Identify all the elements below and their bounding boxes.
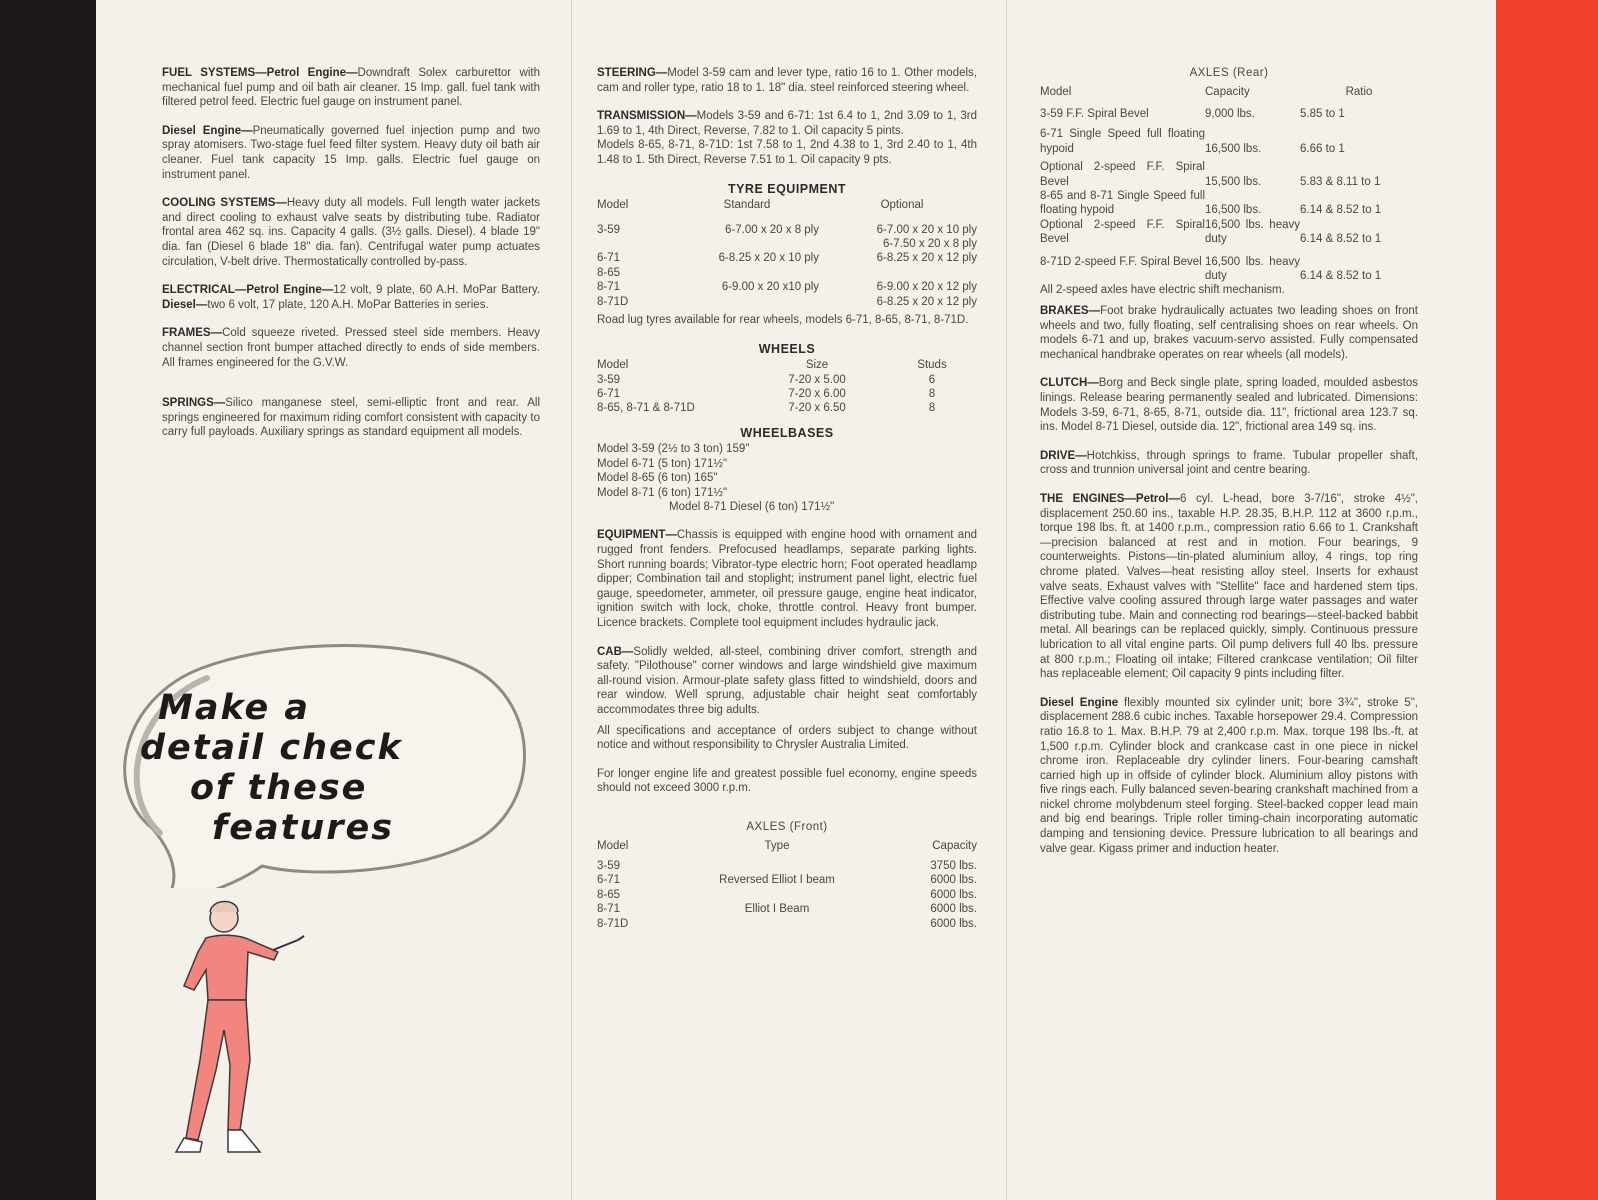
fold-line-right (1006, 0, 1007, 1200)
wheelbase-line: Model 8-71 (6 ton) 171½" (597, 486, 728, 499)
bubble-line-1: Make a (158, 688, 311, 728)
table-row: 3-59 3750 lbs. (597, 859, 977, 872)
table-row: 6-71 6-8.25 x 20 x 10 ply 6-8.25 x 20 x 12 ply (597, 252, 977, 265)
table-row: 6-71 Reversed Elliot I beam 6000 lbs. (597, 874, 977, 887)
diesel-engine-para: Diesel Engine flexibly mounted six cylinder unit; bore 3¾", stroke 5", displacement 288.6 cubic inches. Taxable horsepower 29.4. Compression ratio 16.8 to 1. Max. B.H.P. 79 at 2,400 r.p.m. Max. torque 198 lbs.-ft. at 1,500 r.p.m. Cylinder block and crankcase cast in one piece in nickel chrome iron. Replaceable dry cylinder liners. Four-bearing camshaft carried high up in offside of cylinder block. Aluminium alloy pistons with five rings each. Fully balanced seven-bearing crankshaft machined from a nickel chrome molybdenum steel forging. Steel-backed copper lead main and big end bearings. Triple roller timing-chain incorporating automatic damping and tensioning device. Pressure lubrication to all bearings and valve gear. Kigass primer and induction heater. (1040, 696, 1418, 855)
axles-rear-table (1040, 85, 1418, 284)
table-row: Optional 2-speed F.F. Spiral Bevel 16,500 lbs. heavy duty 6.14 & 8.52 to 1 (1040, 218, 1382, 246)
wheels-title: WHEELS (758, 341, 816, 356)
wheelbase-line: Model 8-65 (6 ton) 165" (597, 472, 718, 485)
wheelbase-line: Model 3-59 (2½ to 3 ton) 159" (597, 443, 750, 456)
springs-para: SPRINGS—Silico manganese steel, semi-elliptic front and rear. All springs engineered for maximum riding comfort consistent with capacity to carry full payloads. Auxiliary springs as standard equipment all models. (162, 397, 540, 439)
equipment-para: EQUIPMENT—Chassis is equipped with engine hood with ornament and rugged front fenders. Prefocused headlamps, separate parking lights. Short running boards; Vibrator-type electric horn; Foot operated headlamp dipper; Combination tail and stoplight; instrument panel light, electric fuel gauge, speedometer, ammeter, oil pressure gauge, engine heat indicator, ignition switch with lock, choke, throttle control. Heavy front bumper. Licence brackets. Complete tool equipment includes hydraulic jack. (597, 529, 977, 629)
table-row: 8-65 (597, 266, 621, 279)
diesel-fuel-para: Diesel Engine—Pneumatically governed fuel injection pump and two spray atomisers. Two-stage fuel feed filter system. Heavy duty oil bath air cleaner. Fuel tank capacity 15 Imp. galls. Electric fuel gauge on instrument panel. (162, 124, 540, 181)
table-row: 3-59 F.F. Spiral Bevel 9,000 lbs. 5.85 to 1 (1040, 108, 1345, 120)
table-row: 6-7.50 x 20 x 8 ply (883, 237, 977, 250)
bubble-line-2: detail check (140, 728, 403, 768)
axles-rear-note: All 2-speed axles have electric shift mechanism. (1040, 284, 1285, 297)
cab-para: CAB—Solidly welded, all-steel, combining driver comfort, strength and safety. "Pilothouse" corner windows and large windshield give maximum all-round vision. Armour-plate safety glass fitted to windshield, doors and rear window. Well sprung, adjustable chair height seat comfortably accommodates three big adults. (597, 645, 977, 716)
wheelbases-title: WHEELBASES (740, 425, 834, 440)
table-row: 8-65 6000 lbs. (597, 888, 977, 901)
wheels-table (597, 358, 977, 416)
table-row: 8-71 Elliot I Beam 6000 lbs. (597, 903, 977, 916)
transmission-para-2: Models 8-65, 8-71, 8-71D: 1st 7.58 to 1, 2nd 4.38 to 1, 3rd 2.40 to 1, 4th 1.48 to 1. 5th Direct, Reverse 7.51 to 1. Oil capacity 9 pts. (597, 139, 977, 166)
axles-front-title: AXLES (Front) (746, 820, 828, 833)
wheelbase-line: Model 8-71 Diesel (6 ton) 171½" (669, 501, 835, 514)
drive-para: DRIVE—Hotchkiss, through springs to frame. Tubular propeller shaft, cross and trunnion universal joint and centre bearing. (1040, 449, 1418, 477)
table-row: Optional 2-speed F.F. Spiral Bevel 15,500 lbs. 5.83 & 8.11 to 1 (1040, 161, 1381, 188)
fuel-systems-para: FUEL SYSTEMS—Petrol Engine—Downdraft Solex carburettor with mechanical fuel pump and oil bath air cleaner. 15 Imp. gall. fuel tank with filtered petrol feed. Electric fuel gauge on instrument panel. (162, 67, 541, 109)
table-row: 3-59 6-7.00 x 20 x 8 ply 6-7.00 x 20 x 10 ply (597, 223, 977, 236)
engines-para: THE ENGINES—Petrol—6 cyl. L-head, bore 3-7/16", stroke 4½", displacement 250.60 ins., taxable H.P. 28.35, B.H.P. 112 at 3600 r.p.m., torque 198 lbs. ft. at 1400 r.p.m., compression ratio 6.66 to 1. Crankshaft—precision balanced at rest and in motion. Four bearings, 9 counterweights. Pistons—tin-plated aluminium alloy, 4 rings, top ring chrome plated. Valves—heat resisting alloy steel. Inserts for exhaust valve seats. Exhaust valves with "Stellite" face and hardened stem tips. Effective valve cooling assured through large water passages and water distributing tube. Main and connecting rod bearings—steel-backed babbit metal. All bearings can be replaced quickly, simply. Continuous pressure lubrication to all vital engine parts. Oil pump delivers full 40 lbs. pressure at 800 r.p.m.; Floating oil intake; Filtered crankcase ventilation; Oil filter has replaceable element; Oil capacity 9 pints including filter. (1040, 493, 1418, 681)
tyre-equipment-title: TYRE EQUIPMENT (727, 181, 847, 196)
electrical-para: ELECTRICAL—Petrol Engine—12 volt, 9 plate, 60 A.H. MoPar Battery. Diesel—two 6 volt, 17 plate, 120 A.H. MoPar Batteries in series. (162, 284, 540, 311)
axles-rear-title: AXLES (Rear) (1189, 67, 1269, 79)
bubble-headline (140, 688, 440, 848)
engine-speed-note: For longer engine life and greatest possible fuel economy, engine speeds should not exceed 3000 r.p.m. (597, 767, 977, 795)
table-row: 8-71 6-9.00 x 20 x10 ply 6-9.00 x 20 x 12 ply (597, 281, 977, 294)
table-row: 3-59 7-20 x 5.00 6 (597, 373, 936, 386)
tyre-note: Road lug tyres available for rear wheels, models 6-71, 8-65, 8-71, 8-71D. (597, 314, 969, 326)
clutch-para: CLUTCH—Borg and Beck single plate, spring loaded, moulded asbestos linings. Release bearing permanently sealed and lubricated. Dimensions: Models 3-59, 6-71, 8-65, 8-71, outside dia. 11", frictional area 123.7 sq. ins. Model 8-71 Diesel, outside dia. 12", frictional area 149 sq. ins. (1040, 377, 1418, 434)
bubble-line-3: of these (190, 768, 368, 808)
steering-para: STEERING—Model 3-59 cam and lever type, ratio 16 to 1. Other models, cam and roller type, ratio 18 to 1. 18" dia. steel reinforced steering wheel. (597, 67, 977, 94)
bubble-line-4: features (212, 808, 395, 848)
table-row: 8-71D 6000 lbs. (597, 917, 977, 930)
table-header-row: Model Capacity Ratio (1040, 85, 1373, 98)
axles-front-table (597, 839, 977, 931)
frames-para: FRAMES—Cold squeeze riveted. Pressed steel side members. Heavy channel section front bumper attached directly to ends of side members. All frames engineered for the G.V.W. (162, 327, 540, 369)
cooling-systems-para: COOLING SYSTEMS—Heavy duty all models. Full length water jackets and direct cooling to exhaust valve seats by distributing tube. Radiator frontal area 462 sq. ins. Capacity 4 galls. (3½ galls. Diesel). 4 blade 19" dia. fan (Diesel 6 blade 18" dia. fan). Centrifugal water pump actuates circulation, V-belt drive. Thermostatically controlled by-pass. (162, 197, 540, 268)
column-right (1040, 66, 1418, 870)
column-middle (597, 66, 977, 931)
column-left (162, 66, 540, 454)
table-row: 8-71D 6-8.25 x 20 x 12 ply (597, 295, 977, 308)
table-row: 6-71 7-20 x 6.00 8 (597, 388, 936, 400)
table-row: 6-71 Single Speed full floating hypoid 16,500 lbs. 6.66 to 1 (1040, 128, 1345, 155)
table-header-row: Model Standard Optional (597, 199, 924, 212)
table-header-row: Model Size Studs (597, 359, 947, 372)
wheelbase-line: Model 6-71 (5 ton) 171½" (597, 457, 728, 470)
table-row: 8-65, 8-71 & 8-71D 7-20 x 6.50 8 (597, 402, 936, 415)
tyre-table (597, 198, 977, 309)
fold-line-left (571, 0, 572, 1200)
table-row: 8-65 and 8-71 Single Speed full floating hypoid 16,500 lbs. 6.14 & 8.52 to 1 (1040, 190, 1382, 217)
pointing-man-illustration (148, 890, 348, 1190)
transmission-para: TRANSMISSION—Models 3-59 and 6-71: 1st 6.4 to 1, 2nd 3.09 to 1, 3rd 1.69 to 1, 4th Direct, Reverse, 7.82 to 1. Oil capacity 5 pints. (597, 110, 977, 137)
specifications-note: All specifications and acceptance of orders subject to change without notice and without responsibility to Chrysler Australia Limited. (597, 724, 977, 752)
brakes-para: BRAKES—Foot brake hydraulically actuates two leading shoes on front wheels and two, fully floating, self centralising shoes on rear wheels. On models 6-71 and up, brakes vacuum-servo assisted. Fully compensated mechanical handbrake operates on rear wheels (all models). (1040, 305, 1418, 361)
table-header-row: Model Type Capacity (597, 839, 977, 852)
table-row: 8-71D 2-speed F.F. Spiral Bevel 16,500 lbs. heavy duty 6.14 & 8.52 to 1 (1040, 255, 1382, 283)
